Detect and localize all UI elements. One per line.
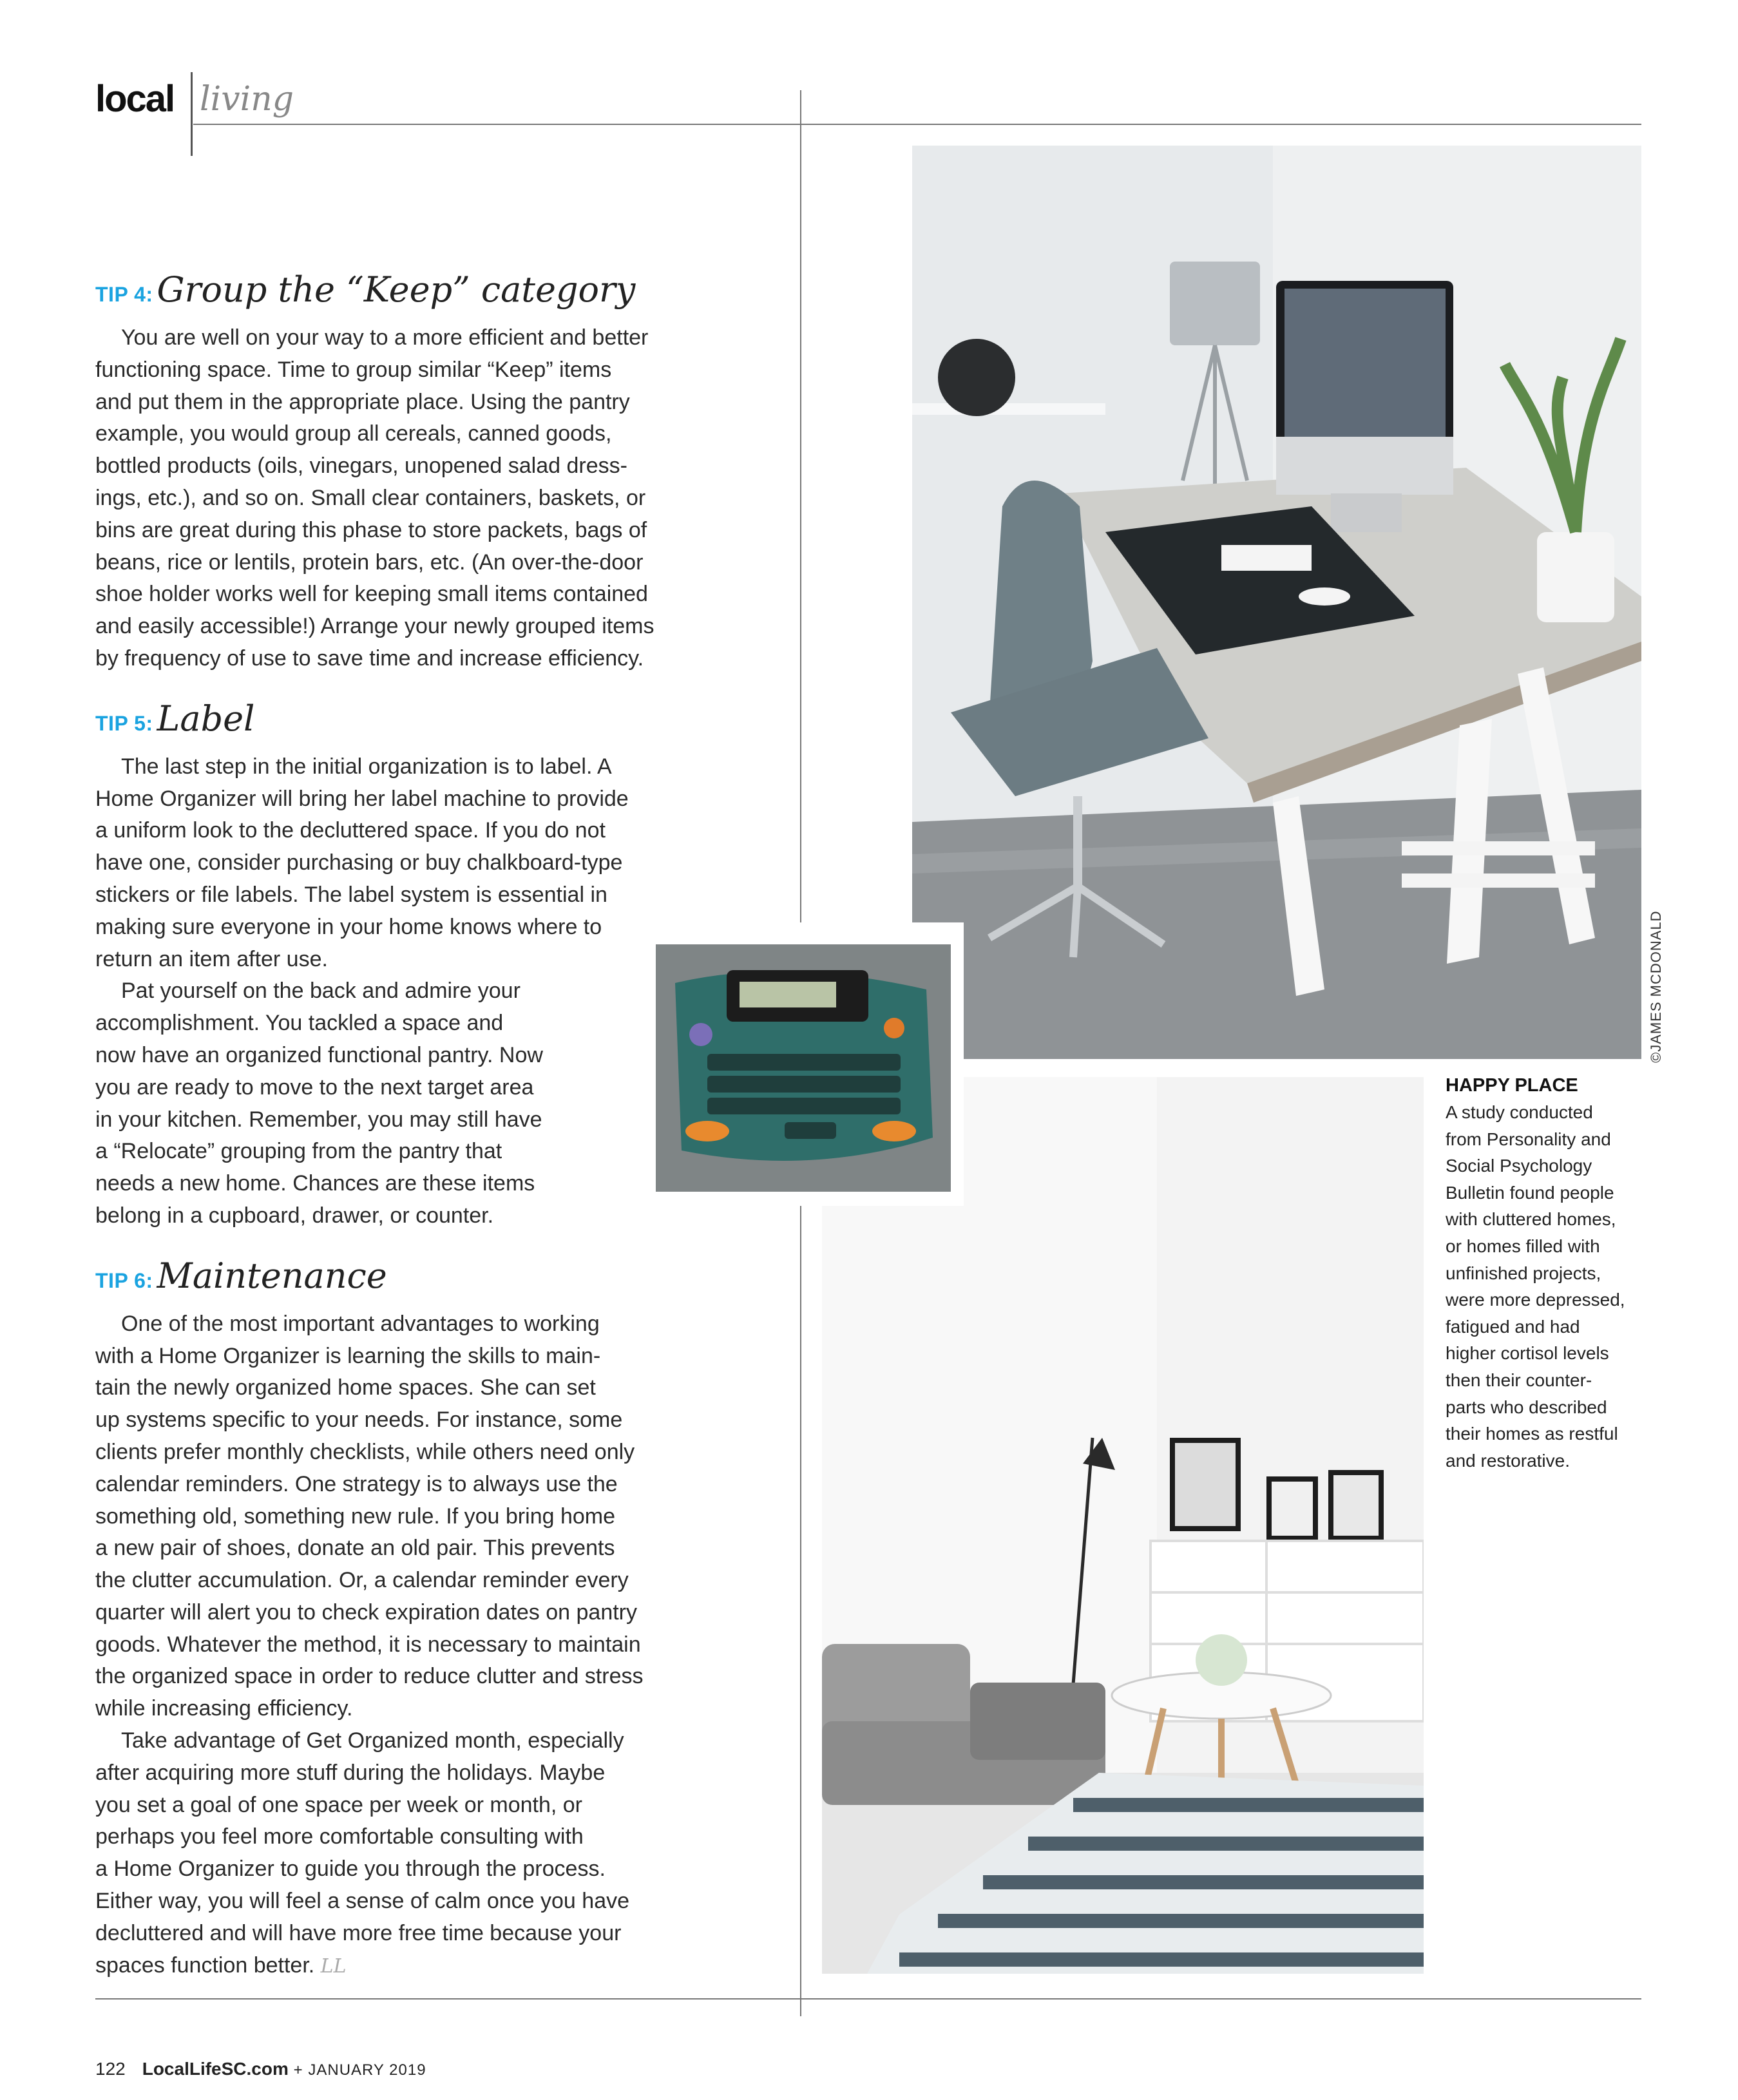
tip6-heading — [95, 1253, 778, 1308]
caption-heading: HAPPY PLACE — [1446, 1075, 1578, 1096]
tip5-number: TIP 5: — [95, 711, 153, 735]
subsection-label: living — [200, 80, 294, 119]
living-room-photo — [822, 1077, 1424, 1974]
tip5-paragraph-2: Pat yourself on the back and admire your accomplishment. You tackled a space and now have an organized functional pantry. Now you are ready to move to the next target area in your kitchen. Remember, you may still have a “Relocate” grouping from the pantry that needs a new home. Chances are these items belong in a cupboard, drawer, or counter. — [95, 978, 543, 1228]
tip4-number: TIP 4: — [95, 283, 153, 306]
office-desk-photo — [912, 146, 1641, 1059]
section-logo: local — [95, 78, 175, 120]
photo-credit: ©JAMES MCDONALD — [1648, 910, 1664, 1063]
tip6-paragraph-1: One of the most important advantages to working with a Home Organizer is learning the skills to main- tain the newly organized home spaces. She can set up systems specific to your needs. For instance, some clients prefer monthly checklists, while others need only calendar reminders. One strategy is to always use the something old, something new rule. If you bring home a new pair of shoes, donate an old pair. This prevents the clutter accumulation. Or, a calendar reminder every quarter will alert you to check expiration dates on pantry goods. Whatever the method, it is necessary to maintain the organized space in order to reduce clutter and stress while increasing efficiency. — [95, 1311, 644, 1721]
tip6-title: Maintenance — [157, 1255, 387, 1296]
caption-body: A study conducted from Personality and Social Psychology Bulletin found people with cluttered homes, or homes filled with unfinished projects, were more depressed, fatigued and had higher cortisol levels then their counter- parts who described their homes as restful and restorative. — [1446, 1102, 1625, 1471]
tip6-paragraph-2 — [95, 1725, 778, 1982]
tip5-heading — [95, 696, 778, 751]
page-number: 122 — [95, 2059, 126, 2079]
page-footer — [95, 2059, 426, 2079]
tip6-number: TIP 6: — [95, 1268, 153, 1292]
footer-date: + JANUARY 2019 — [293, 2061, 426, 2079]
tip5-title: Label — [157, 698, 255, 739]
tip4-title: Group the “Keep” category — [157, 269, 636, 310]
sidebar-caption — [1446, 1072, 1639, 1474]
signoff-mark: LL — [320, 1954, 347, 1978]
tip4-paragraph: You are well on your way to a more efficient and better functioning space. Time to group similar “Keep” items and put them in the appropriate place. Using the pantry example, you would group all cereals, canned goods, bottled products (oils, vinegars, unopened salad dress- ings, etc.), and so on. Small clear containers, baskets, or bins are great during this phase to store packets, bags of beans, rice or lentils, protein bars, etc. (An over-the-door shoe holder works well for keeping small items contained and easily accessible!) Arrange your newly grouped items by frequency of use to save time and increase efficiency. — [95, 325, 654, 671]
logo-divider — [191, 72, 193, 156]
footer-site: LocalLifeSC.com — [142, 2059, 289, 2079]
living-room-illustration — [822, 1077, 1424, 1974]
footer-rule — [95, 1998, 1641, 2000]
label-maker-photo — [656, 944, 951, 1192]
tip6-paragraph-2-text: Take advantage of Get Organized month, especially after acquiring more stuff during the holidays. Maybe you set a goal of one space per week or month, or perhaps you feel more comfortable consulting with a Home Organizer to guide you through the process. Either way, you will feel a sense of calm once you have decluttered and will have more free time because your spaces function better. — [95, 1728, 630, 1978]
tip5-paragraph-1: The last step in the initial organization is to label. A Home Organizer will bring her label machine to provide a uniform look to the decluttered space. If you do not have one, consider purchasing or buy chalkboard-type stickers or file labels. The label system is essential in making sure everyone in your home knows where to return an item after use. — [95, 754, 629, 971]
header-rule — [193, 124, 1641, 125]
tip4-heading — [95, 267, 778, 322]
label-maker-illustration — [656, 944, 951, 1192]
office-desk-illustration — [912, 146, 1641, 1059]
